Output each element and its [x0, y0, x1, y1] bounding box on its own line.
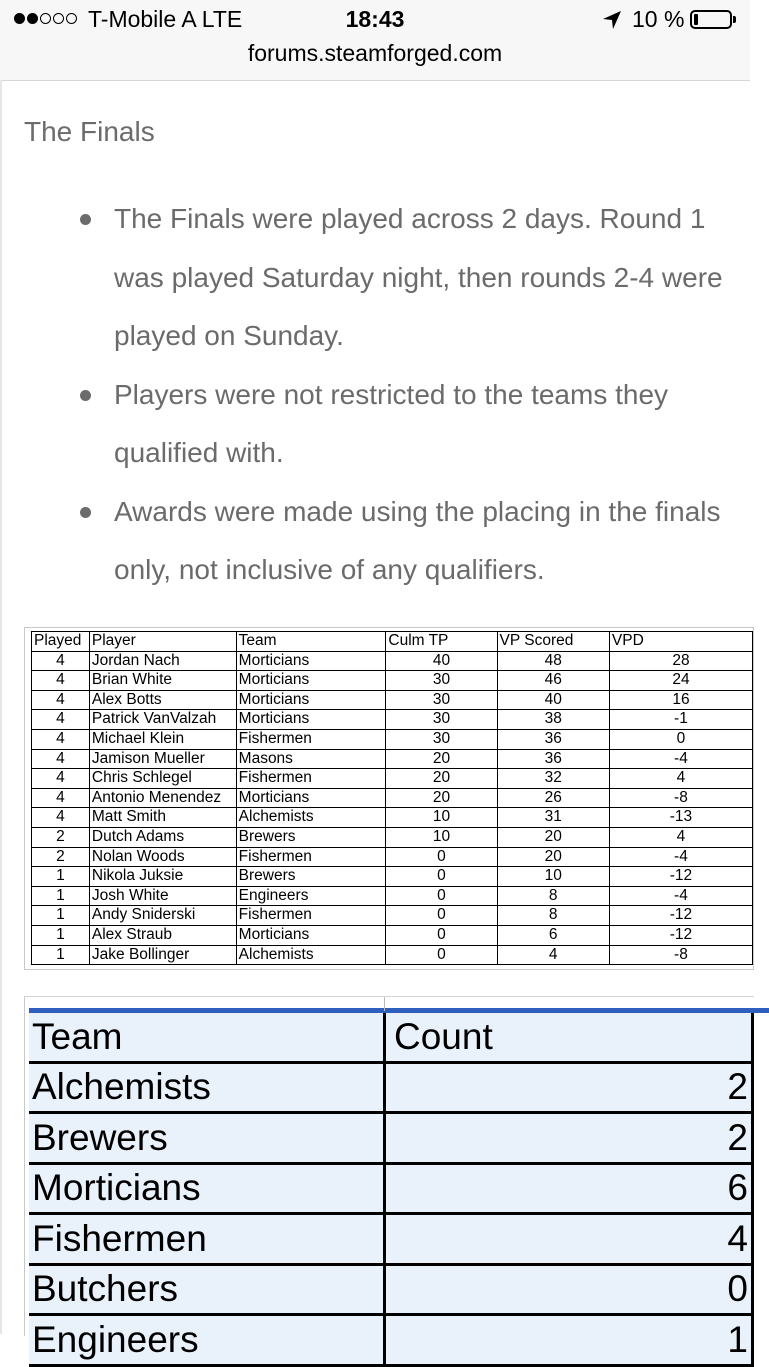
cell-team: Brewers [236, 867, 386, 887]
bullet-text-line: Players were not restricted to the teams they [114, 378, 669, 410]
table-row [32, 651, 753, 671]
cell-vpd: -8 [609, 945, 752, 965]
header-vpd: VPD [609, 632, 752, 652]
cell-culm-tp: 40 [386, 651, 497, 671]
cell-player: Josh White [89, 886, 236, 906]
team-count-table-image[interactable] [24, 996, 754, 1360]
table-row [29, 1062, 753, 1113]
cell-played: 1 [32, 867, 90, 887]
cell-vpd: -4 [609, 886, 752, 906]
table-row [29, 1264, 753, 1315]
table-row [32, 906, 753, 926]
table-row [29, 1113, 753, 1164]
cell-vp-scored: 38 [497, 710, 609, 730]
bullet-item [0, 483, 750, 600]
cell-vpd: 24 [609, 671, 752, 691]
cell-vp-scored: 10 [497, 867, 609, 887]
cell-player: Michael Klein [89, 729, 236, 749]
bullet-text-line: only, not inclusive of any qualifiers. [114, 554, 545, 585]
cell-vp-scored: 31 [497, 808, 609, 828]
table-row [32, 710, 753, 730]
cell-culm-tp: 0 [386, 925, 497, 945]
table-row [32, 886, 753, 906]
cell-count: 1 [385, 1315, 753, 1366]
cell-player: Andy Sniderski [89, 906, 236, 926]
cell-vpd: -4 [609, 749, 752, 769]
cell-player: Jordan Nach [89, 651, 236, 671]
table-row [32, 729, 753, 749]
cell-culm-tp: 30 [386, 671, 497, 691]
table-row [32, 827, 753, 847]
cell-team: Fishermen [29, 1214, 385, 1265]
table-row [29, 1163, 753, 1214]
cell-count: 4 [385, 1214, 753, 1265]
header-player: Player [89, 632, 236, 652]
cell-vp-scored: 20 [497, 827, 609, 847]
header-team: Team [29, 1013, 385, 1062]
cell-vp-scored: 48 [497, 651, 609, 671]
cell-player: Nolan Woods [89, 847, 236, 867]
cell-culm-tp: 0 [386, 847, 497, 867]
header-played: Played [32, 632, 90, 652]
results-table [31, 631, 753, 965]
cell-played: 4 [32, 671, 90, 691]
cell-player: Chris Schlegel [89, 769, 236, 789]
cell-vpd: -12 [609, 867, 752, 887]
cell-vpd: -8 [609, 788, 752, 808]
bullet-item [0, 190, 750, 366]
cell-count: 2 [385, 1062, 753, 1113]
cell-team: Morticians [236, 710, 386, 730]
cell-team: Alchemists [236, 808, 386, 828]
table-row [29, 1315, 753, 1366]
table-divider [384, 997, 385, 1011]
table-row [32, 749, 753, 769]
cell-vpd: 16 [609, 690, 752, 710]
bullet-text-line: qualified with. [114, 437, 284, 468]
battery-icon [690, 10, 732, 29]
cell-played: 4 [32, 690, 90, 710]
bullet-text-line: was played Saturday night, then rounds 2-4 were [114, 261, 723, 293]
cell-team: Engineers [29, 1315, 385, 1366]
cell-culm-tp: 20 [386, 749, 497, 769]
cell-vp-scored: 46 [497, 671, 609, 691]
status-bar [0, 0, 750, 40]
bullet-text-line: The Finals were played across 2 days. Round 1 [114, 203, 706, 234]
cell-team: Morticians [29, 1163, 385, 1214]
cell-vpd: -12 [609, 906, 752, 926]
cell-player: Brian White [89, 671, 236, 691]
cell-vp-scored: 8 [497, 886, 609, 906]
cell-vp-scored: 32 [497, 769, 609, 789]
cell-player: Matt Smith [89, 808, 236, 828]
bullet-dot [80, 214, 91, 225]
cell-vpd: 0 [609, 729, 752, 749]
cell-count: 0 [385, 1264, 753, 1315]
cell-team: Morticians [236, 690, 386, 710]
table-row [32, 945, 753, 965]
cell-player: Nikola Juksie [89, 867, 236, 887]
cell-vp-scored: 40 [497, 690, 609, 710]
cell-played: 4 [32, 808, 90, 828]
table-row [32, 867, 753, 887]
table-row [32, 671, 753, 691]
cell-played: 4 [32, 749, 90, 769]
cell-team: Alchemists [236, 945, 386, 965]
table-row [32, 808, 753, 828]
cell-player: Alex Botts [89, 690, 236, 710]
cell-culm-tp: 0 [386, 945, 497, 965]
section-title: The Finals [24, 116, 155, 147]
table-row [32, 788, 753, 808]
bullet-dot [80, 507, 91, 518]
cell-team: Morticians [236, 671, 386, 691]
table-row [32, 847, 753, 867]
table-row [32, 925, 753, 945]
cell-culm-tp: 0 [386, 906, 497, 926]
battery-tip [733, 16, 736, 23]
cell-vpd: 4 [609, 827, 752, 847]
cell-culm-tp: 30 [386, 690, 497, 710]
cell-team: Fishermen [236, 906, 386, 926]
cell-vp-scored: 36 [497, 749, 609, 769]
battery-percent: 10 % [632, 6, 685, 32]
cell-vpd: -13 [609, 808, 752, 828]
cell-player: Jake Bollinger [89, 945, 236, 965]
cell-vp-scored: 8 [497, 906, 609, 926]
header-team: Team [236, 632, 386, 652]
table-row [32, 690, 753, 710]
cell-culm-tp: 30 [386, 710, 497, 730]
cell-played: 2 [32, 827, 90, 847]
cell-team: Morticians [236, 651, 386, 671]
cell-played: 4 [32, 729, 90, 749]
cell-vp-scored: 26 [497, 788, 609, 808]
cell-player: Patrick VanValzah [89, 710, 236, 730]
cell-played: 1 [32, 945, 90, 965]
cell-count: 2 [385, 1113, 753, 1164]
cell-player: Alex Straub [89, 925, 236, 945]
clock: 18:43 [345, 6, 405, 32]
bullet-dot [80, 390, 91, 401]
cell-team: Brewers [29, 1113, 385, 1164]
cell-played: 4 [32, 769, 90, 789]
cell-played: 2 [32, 847, 90, 867]
header-culm-tp: Culm TP [386, 632, 497, 652]
location-arrow-icon [602, 10, 622, 30]
cell-vp-scored: 4 [497, 945, 609, 965]
cell-team: Fishermen [236, 769, 386, 789]
cell-team: Alchemists [29, 1062, 385, 1113]
cell-culm-tp: 0 [386, 867, 497, 887]
count-header-row [29, 1013, 753, 1062]
table-row [29, 1214, 753, 1265]
cell-vp-scored: 20 [497, 847, 609, 867]
cell-team: Fishermen [236, 847, 386, 867]
cell-played: 4 [32, 788, 90, 808]
cell-team: Butchers [29, 1264, 385, 1315]
bullet-text-line: Awards were made using the placing in the finals [114, 495, 721, 527]
cell-played: 4 [32, 651, 90, 671]
cell-played: 4 [32, 710, 90, 730]
cell-team: Brewers [236, 827, 386, 847]
cell-culm-tp: 10 [386, 827, 497, 847]
bullet-list [0, 190, 750, 600]
bullet-text-line: played on Sunday. [114, 320, 344, 351]
cell-team: Masons [236, 749, 386, 769]
address-bar-url[interactable]: forums.steamforged.com [247, 40, 503, 66]
cell-team: Engineers [236, 886, 386, 906]
cell-played: 1 [32, 886, 90, 906]
results-header-row [32, 632, 753, 652]
header-count: Count [385, 1013, 753, 1062]
cell-vpd: -4 [609, 847, 752, 867]
cell-vp-scored: 36 [497, 729, 609, 749]
cell-culm-tp: 20 [386, 769, 497, 789]
cell-played: 1 [32, 906, 90, 926]
bullet-item [0, 366, 750, 483]
cell-culm-tp: 30 [386, 729, 497, 749]
cell-culm-tp: 0 [386, 886, 497, 906]
cell-vpd: -12 [609, 925, 752, 945]
results-table-image[interactable] [24, 627, 754, 970]
header-vp-scored: VP Scored [497, 632, 609, 652]
cell-player: Jamison Mueller [89, 749, 236, 769]
cell-player: Antonio Menendez [89, 788, 236, 808]
cell-played: 1 [32, 925, 90, 945]
cell-culm-tp: 20 [386, 788, 497, 808]
cell-vp-scored: 6 [497, 925, 609, 945]
cell-team: Morticians [236, 788, 386, 808]
cell-player: Dutch Adams [89, 827, 236, 847]
carrier-label: T-Mobile A LTE [88, 6, 243, 32]
cell-culm-tp: 10 [386, 808, 497, 828]
cell-vpd: -1 [609, 710, 752, 730]
cell-count: 6 [385, 1163, 753, 1214]
cell-vpd: 4 [609, 769, 752, 789]
browser-chrome [0, 0, 750, 81]
cell-team: Fishermen [236, 729, 386, 749]
table-row [32, 769, 753, 789]
cell-team: Morticians [236, 925, 386, 945]
team-count-table [29, 1013, 754, 1367]
cell-vpd: 28 [609, 651, 752, 671]
